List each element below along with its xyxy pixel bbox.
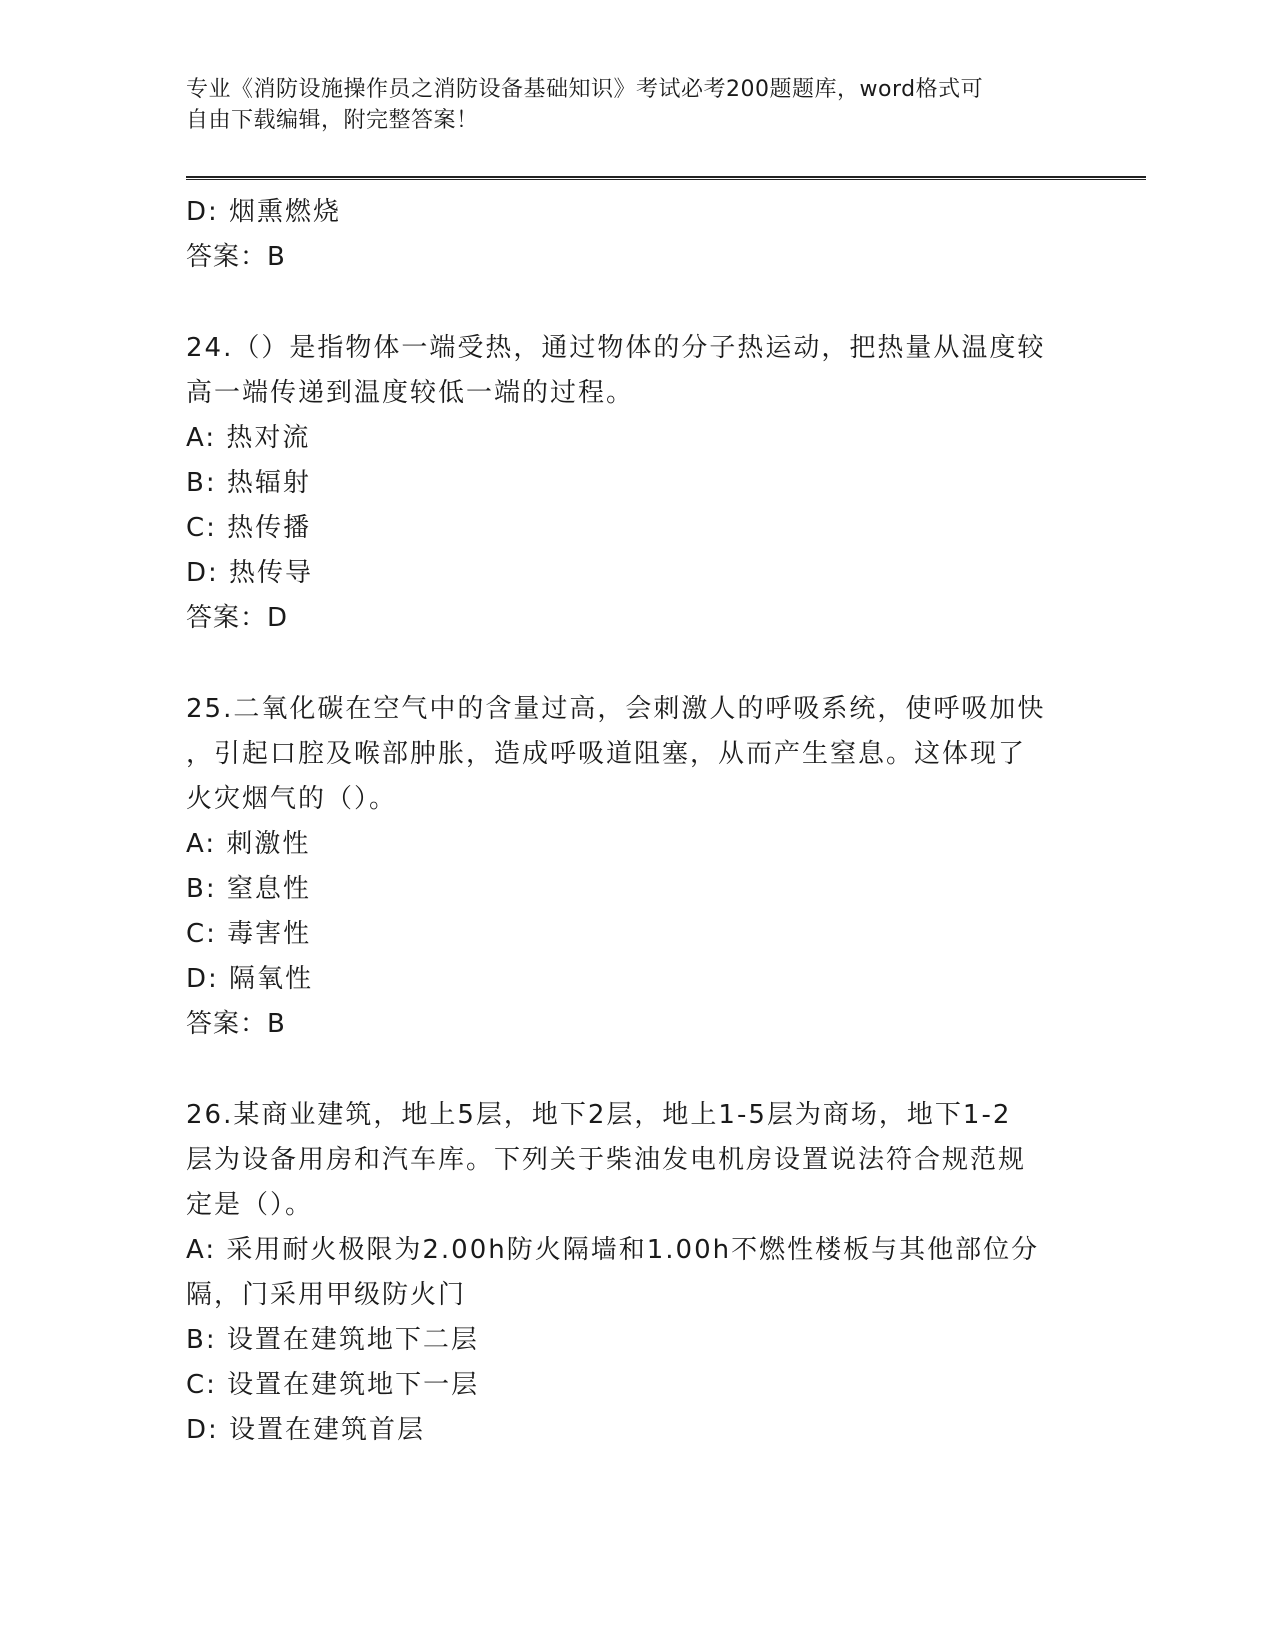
q26-option-a-line-1: A: 采用耐火极限为2.00h防火隔墙和1.00h不燃性楼板与其他部位分 — [186, 1235, 1040, 1265]
q26-option-b: B: 设置在建筑地下二层 — [186, 1325, 479, 1355]
header-line-1: 专业《消防设施操作员之消防设备基础知识》考试必考200题题库，word格式可 — [186, 77, 984, 102]
spacer — [186, 1047, 1086, 1093]
q26-stem-line-1: 26.某商业建筑，地上5层，地下2层，地上1-5层为商场，地下1-2 — [186, 1100, 1012, 1130]
q26-option-c: C: 设置在建筑地下一层 — [186, 1370, 480, 1400]
question-24 — [186, 326, 1086, 641]
header-line-2: 自由下载编辑，附完整答案！ — [186, 108, 479, 133]
q23-option-d: D: 烟熏燃烧 — [186, 197, 342, 227]
spacer — [186, 280, 1086, 326]
q24-option-b: B: 热辐射 — [186, 468, 311, 498]
q26-stem-line-3: 定是（）。 — [186, 1190, 314, 1220]
q24-option-c: C: 热传播 — [186, 513, 312, 543]
q24-stem-line-2: 高一端传递到温度较低一端的过程。 — [186, 378, 635, 408]
q25-answer: 答案：B — [186, 1009, 286, 1039]
q25-stem-line-3: 火灾烟气的（）。 — [186, 784, 398, 814]
q24-answer: 答案：D — [186, 603, 289, 633]
q24-option-d: D: 热传导 — [186, 558, 314, 588]
q24-stem-line-1: 24.（）是指物体一端受热，通过物体的分子热运动，把热量从温度较 — [186, 333, 1046, 363]
q25-option-b: B: 窒息性 — [186, 874, 311, 904]
q25-option-d: D: 隔氧性 — [186, 964, 314, 994]
spacer — [186, 641, 1086, 687]
q25-stem-line-1: 25.二氧化碳在空气中的含量过高，会刺激人的呼吸系统，使呼吸加快 — [186, 694, 1046, 724]
q26-option-d: D: 设置在建筑首层 — [186, 1415, 426, 1445]
question-23-tail — [186, 190, 1086, 280]
question-25 — [186, 687, 1086, 1047]
q26-stem-line-2: 层为设备用房和汽车库。下列关于柴油发电机房设置说法符合规范规 — [186, 1145, 1027, 1175]
q23-answer: 答案：B — [186, 242, 286, 272]
q25-option-a: A: 刺激性 — [186, 829, 311, 859]
question-26 — [186, 1093, 1086, 1453]
header-divider — [186, 176, 1146, 180]
q25-option-c: C: 毒害性 — [186, 919, 312, 949]
document-body — [186, 190, 1086, 1453]
q25-stem-line-2: ，引起口腔及喉部肿胀，造成呼吸道阻塞，从而产生窒息。这体现了 — [186, 739, 1027, 769]
q24-option-a: A: 热对流 — [186, 423, 311, 453]
page-header — [186, 74, 1066, 136]
q26-option-a-line-2: 隔，门采用甲级防火门 — [186, 1280, 467, 1310]
